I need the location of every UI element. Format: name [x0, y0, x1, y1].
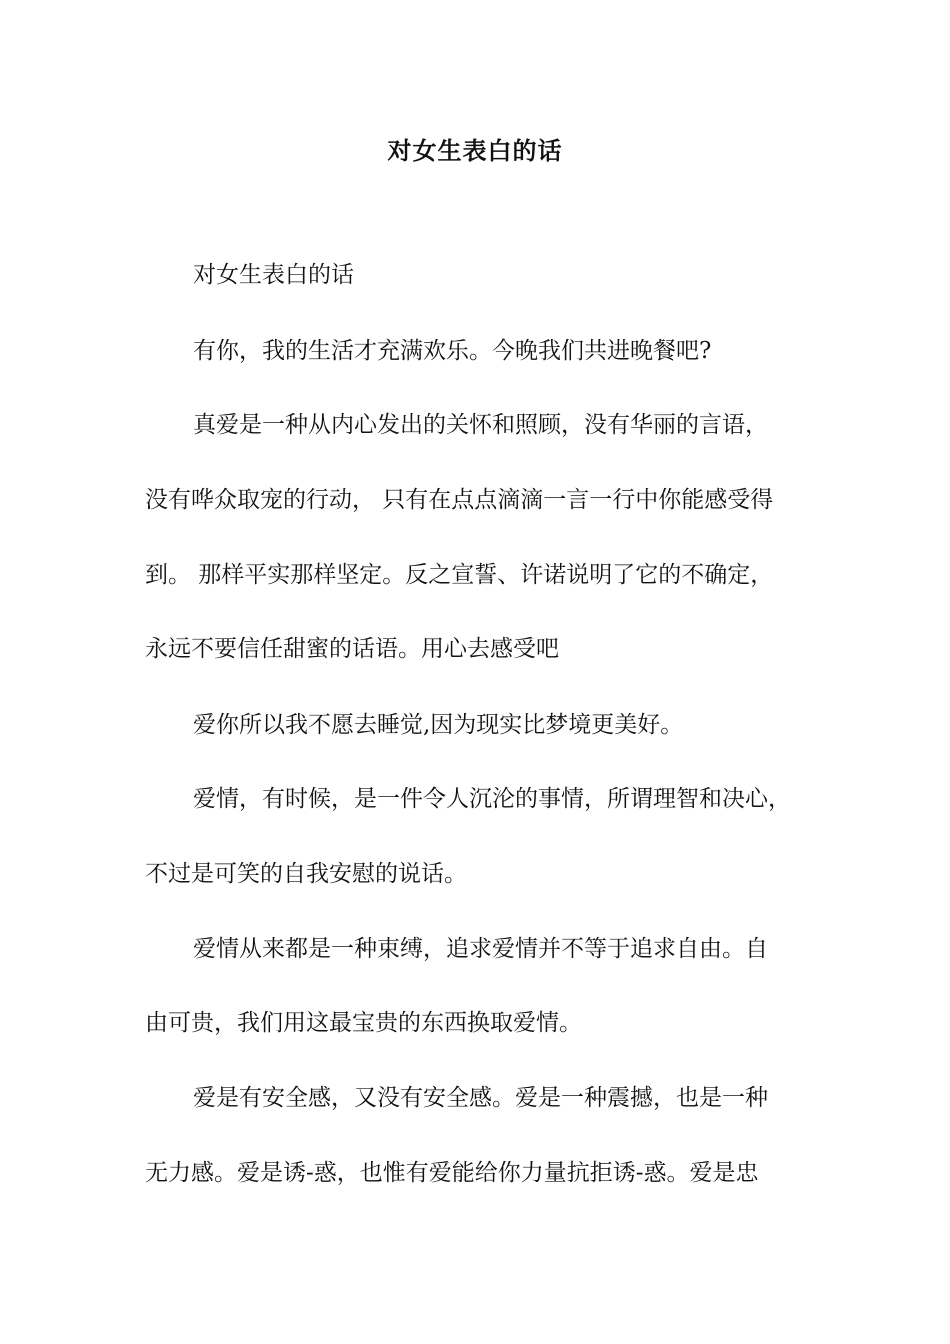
paragraph-line: 有你，我的生活才充满欢乐。今晚我们共进晚餐吧?	[193, 338, 712, 364]
paragraph-line: 永远不要信任甜蜜的话语。用心去感受吧	[145, 636, 559, 662]
paragraph-line: 爱你所以我不愿去睡觉,因为现实比梦境更美好。	[193, 712, 684, 738]
paragraph-line: 对女生表白的话	[193, 262, 354, 288]
paragraph-line: 爱情，有时候，是一件令人沉沦的事情，所谓理智和决心，	[193, 786, 791, 812]
paragraph-line: 由可贵，我们用这最宝贵的东西换取爱情。	[145, 1010, 582, 1036]
paragraph-line: 爱情从来都是一种束缚，追求爱情并不等于追求自由。自	[193, 936, 768, 962]
paragraph-line: 爱是有安全感，又没有安全感。爱是一种震撼，也是一种	[193, 1085, 768, 1111]
document-title: 对女生表白的话	[387, 136, 563, 165]
paragraph-line: 没有哗众取宠的行动， 只有在点点滴滴一言一行中你能感受得	[145, 487, 774, 513]
paragraph-line: 不过是可笑的自我安慰的说话。	[145, 861, 467, 887]
paragraph-line: 到。 那样平实那样坚定。反之宣誓、许诺说明了它的不确定，	[145, 562, 774, 588]
paragraph-line: 真爱是一种从内心发出的关怀和照顾，没有华丽的言语，	[193, 412, 768, 438]
paragraph-line: 无力感。爱是诱-惑，也惟有爱能给你力量抗拒诱-惑。爱是忠	[145, 1160, 759, 1186]
